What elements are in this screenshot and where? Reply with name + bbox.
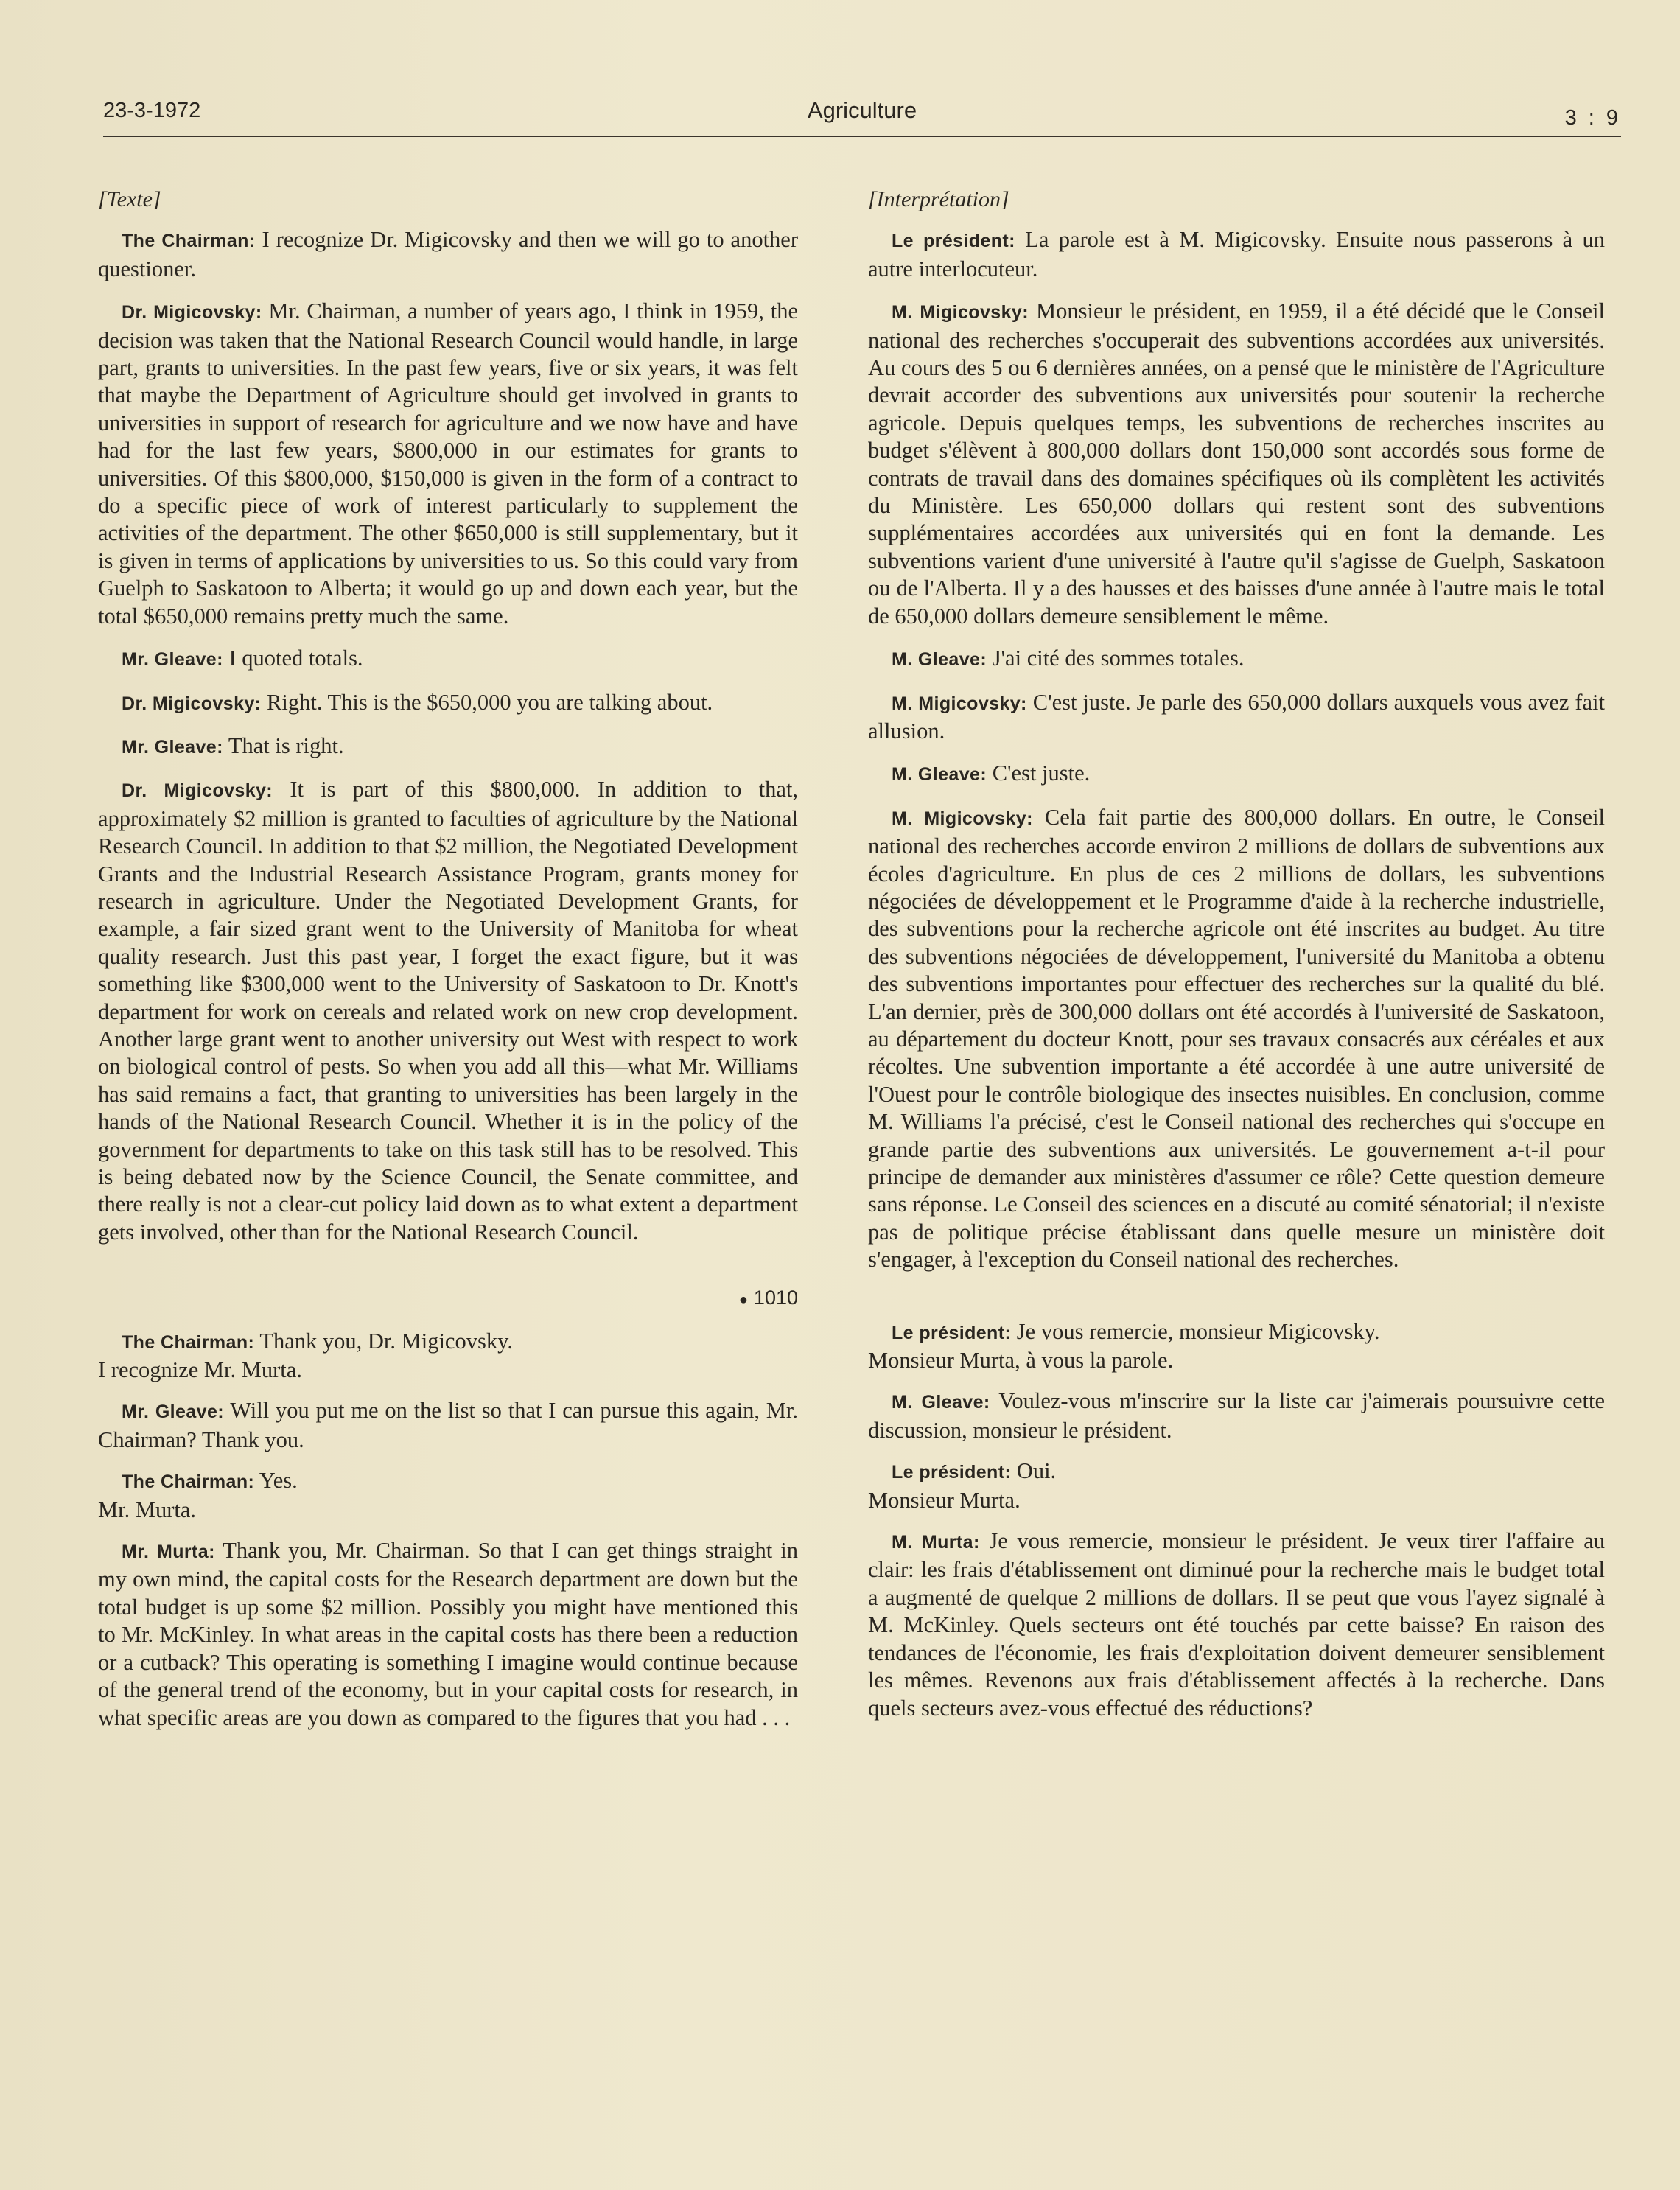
paragraph-text: Je vous remercie, monsieur le président. Je veux tirer l'affaire au clair: les frais d'établissement ont diminué pour la recherche mais le budget total a augmenté de quelque 2 millions de dollars. Il se peut que vous l'ayez signalé à M. McKinley. Quels secteurs ont été touchés par cette baisse? En raison des tendances de l'économie, les frais d'exploitation doivent demeurer sensiblement les mêmes. Revenons aux frais d'établissement affectés à la recherche. Dans quels secteurs avez-vous effectué des réductions? — [868, 1528, 1606, 1721]
paragraph-second-line: Mr. Murta. — [98, 1497, 197, 1522]
paragraph — [868, 226, 1605, 283]
paragraph-text: La parole est à M. Migicovsky. Ensuite nous passerons à un autre interlocuteur. — [868, 227, 1606, 281]
header-date: 23-3-1972 — [103, 99, 201, 122]
speaker-name: The Chairman: — [122, 231, 256, 252]
paragraph — [98, 298, 798, 630]
paragraph-text: It is part of this $800,000. In addition to that, approximately $2 million is granted to faculties of agriculture by the National Research Council. In addition to that $2 million, the Negotiated Development Grants and the Industrial Research Assistance Program, grants money for research in agriculture. Under the Negotiated Development Grants, for example, a fair sized grant went to the University of Manitoba for wheat quality research. Just this past year, I forget the exact figure, but it was something like $300,000 went to the University of Saskatoon to Dr. Knott's department for work on cereals and related work on new crop development. Another large grant went to another university out West with respect to work on biological control of pests. So when you add all this—what Mr. Williams has said remains a fact, that granting to universities has been largely in the hands of the National Research Council. Whether it is in the policy of the government for departments to take on this task still has to be resolved. This is being debated now by the Science Council, the Senate committee, and there really is not a clear-cut policy laid down as to what extent a department gets involved, other than for the National Research Council. — [98, 777, 798, 1245]
speaker-name: M. Migicovsky: — [892, 302, 1029, 323]
paragraph-text: J'ai cité des sommes totales. — [992, 646, 1245, 671]
paragraph-text: I quoted totals. — [228, 646, 363, 671]
header-page-number: 3 : 9 — [1564, 106, 1621, 130]
right-column — [868, 186, 1605, 1735]
paragraph-text: Voulez-vous m'inscrire sur la liste car j'aimerais poursuivre cette discussion, monsieur le président. — [868, 1388, 1605, 1443]
paragraph — [868, 760, 1605, 788]
speaker-name: M. Gleave: — [892, 764, 987, 786]
paragraph — [98, 1328, 798, 1385]
paragraph — [98, 226, 798, 283]
paragraph-second-line: Monsieur Murta, à vous la parole. — [868, 1348, 1174, 1374]
paragraph — [98, 1467, 798, 1524]
speaker-name: M. Migicovsky: — [892, 808, 1033, 829]
paragraph-text: Monsieur le président, en 1959, il a été décidé que le Conseil national des recherches s'occuperait des subventions accordées aux universités. Au cours des 5 ou 6 dernières années, on a pensé que le ministère de l'Agriculture devrait accorder des subventions aux universités pour soutenir la recherche agricole. Depuis quelques temps, les subventions de recherches inscrites au budget s'élèvent à 800,000 dollars dont 150,000 sont accordés sous forme de contrats de travail dans des domaines spécifiques où ils complètent les activités du Ministère. Les 650,000 dollars qui restent sont des subventions supplémentaires accordées aux universités qui en font la demande. Les subventions varient d'une université à l'autre qu'il s'agisse de Guelph, Saskatoon ou de l'Alberta. Il y a des hausses et des baisses d'une année à l'autre mais le total de 650,000 dollars demeure sensiblement le même. — [868, 298, 1606, 629]
time-marker — [98, 1284, 798, 1314]
bullet-icon: ● — [738, 1292, 748, 1309]
speaker-name: Mr. Murta: — [122, 1542, 215, 1563]
speaker-name: Le président: — [892, 1322, 1012, 1343]
speaker-name: Le président: — [892, 231, 1015, 252]
paragraph — [98, 1537, 798, 1732]
paragraph — [868, 1318, 1605, 1375]
speaker-name: Le président: — [892, 1462, 1012, 1483]
speaker-name: M. Gleave: — [892, 1392, 990, 1413]
paragraph — [98, 732, 798, 761]
paragraph — [868, 298, 1605, 630]
paragraph-text: Cela fait partie des 800,000 dollars. En outre, le Conseil national des recherches accorde environ 2 millions de dollars de subventions aux écoles d'agriculture. En plus de ces 2 millions de dollars, les subventions négociées de développement et le Programme d'aide à la recherche industrielle, des subventions pour la recherche agricole ont été inscrites au budget. Au titre des subventions négociées de développement, l'université du Manitoba a obtenu des subventions importantes pour effectuer des recherches sur la qualité du blé. L'an dernier, près de 300,000 dollars ont été accordés à l'université de Saskatoon, au département du docteur Knott, pour ses travaux consacrés aux céréales et aux récoltes. Une subvention importante a été accordée à une autre université de l'Ouest pour le contrôle biologique des insectes nuisibles. En conclusion, comme M. Williams l'a précisé, c'est le Conseil national des recherches qui s'occupe en grande partie des subventions aux universités. Le gouvernement a-t-il pour principe de demander aux ministères d'assumer ce rôle? Cette question demeure sans réponse. Le Conseil des sciences en a discuté au comité sénatorial; il n'existe pas de politique précise établissant dans quelle mesure un ministère doit s'engager, à l'exception du Conseil national des recherches. — [868, 804, 1606, 1273]
speaker-name: Dr. Migicovsky: — [122, 302, 262, 323]
paragraph-text: C'est juste. Je parle des 650,000 dollars auxquels vous avez fait allusion. — [868, 689, 1606, 744]
paragraph — [868, 689, 1605, 746]
speaker-name: Mr. Gleave: — [122, 736, 223, 758]
paragraph-text: Je vous remercie, monsieur Migicovsky. — [1016, 1318, 1380, 1344]
speaker-name: The Chairman: — [122, 1472, 255, 1493]
paragraph — [868, 1388, 1605, 1444]
paragraph-text: I recognize Dr. Migicovsky and then we will go to another questioner. — [98, 227, 798, 281]
speaker-name: M. Murta: — [892, 1532, 980, 1553]
section-label-english: [Texte] — [98, 187, 161, 211]
paragraph-text: C'est juste. — [992, 760, 1091, 786]
paragraph-text: Thank you, Dr. Migicovsky. — [259, 1328, 513, 1354]
paragraph-text: Thank you, Mr. Chairman. So that I can get things straight in my own mind, the capital costs for the Research department are down but the total budget is up some $2 million. Possibly you might have mentioned this to Mr. McKinley. In what areas in the capital costs has there been a reduction or a cutback? This operating is something I imagine would continue because of the general trend of the economy, but in your capital costs for research, in what specific areas are you down as compared to the figures that you had . . . — [98, 1538, 798, 1730]
paragraph — [98, 776, 798, 1246]
speaker-name: Dr. Migicovsky: — [122, 780, 273, 802]
paragraph-text: Right. This is the $650,000 you are talking about. — [267, 689, 713, 715]
paragraph — [868, 1458, 1605, 1514]
paragraph-text: Will you put me on the list so that I can pursue this again, Mr. Chairman? Thank you. — [98, 1398, 798, 1452]
left-column — [98, 186, 798, 1745]
speaker-name: Dr. Migicovsky: — [122, 693, 262, 714]
paragraph — [868, 645, 1605, 674]
section-label-french: [Interprétation] — [868, 187, 1009, 211]
time-marker-text: 1010 — [753, 1287, 798, 1309]
paragraph-second-line: Monsieur Murta. — [868, 1487, 1021, 1513]
speaker-name: M. Migicovsky: — [892, 693, 1027, 714]
paragraph-text: Yes. — [259, 1468, 298, 1494]
paragraph-text: Oui. — [1016, 1458, 1057, 1484]
speaker-name: The Chairman: — [122, 1332, 255, 1353]
column-spacer — [868, 1289, 1605, 1318]
speaker-name: Mr. Gleave: — [122, 1402, 224, 1423]
header-title: Agriculture — [807, 97, 917, 123]
paragraph — [868, 804, 1605, 1274]
paragraph-text: Mr. Chairman, a number of years ago, I think in 1959, the decision was taken that the National Research Council would handle, in large part, grants to universities. In the past few years, five or six years, it was felt that maybe the Department of Agriculture should get involved in grants to universities in support of research for agriculture and we now have and have had for the last few years, $800,000 in our estimates for grants to universities. Of this $800,000, $150,000 is given in the form of a contract to do a specific piece of work of interest particularly to supplement the activities of the department. The other $650,000 is still supplementary, but it is given in terms of applications by universities to us. So this could vary from Guelph to Saskatoon to Alberta; it would go up and down each year, but the total $650,000 remains pretty much the same. — [98, 298, 798, 629]
paragraph — [98, 689, 798, 718]
header-rule — [103, 136, 1621, 137]
paragraph-second-line: I recognize Mr. Murta. — [98, 1357, 302, 1383]
paragraph — [98, 1397, 798, 1454]
paragraph — [868, 1528, 1605, 1722]
page-header — [103, 94, 1621, 139]
speaker-name: Mr. Gleave: — [122, 649, 223, 671]
paragraph-text: That is right. — [228, 732, 344, 758]
speaker-name: M. Gleave: — [892, 649, 987, 671]
paragraph — [98, 645, 798, 674]
